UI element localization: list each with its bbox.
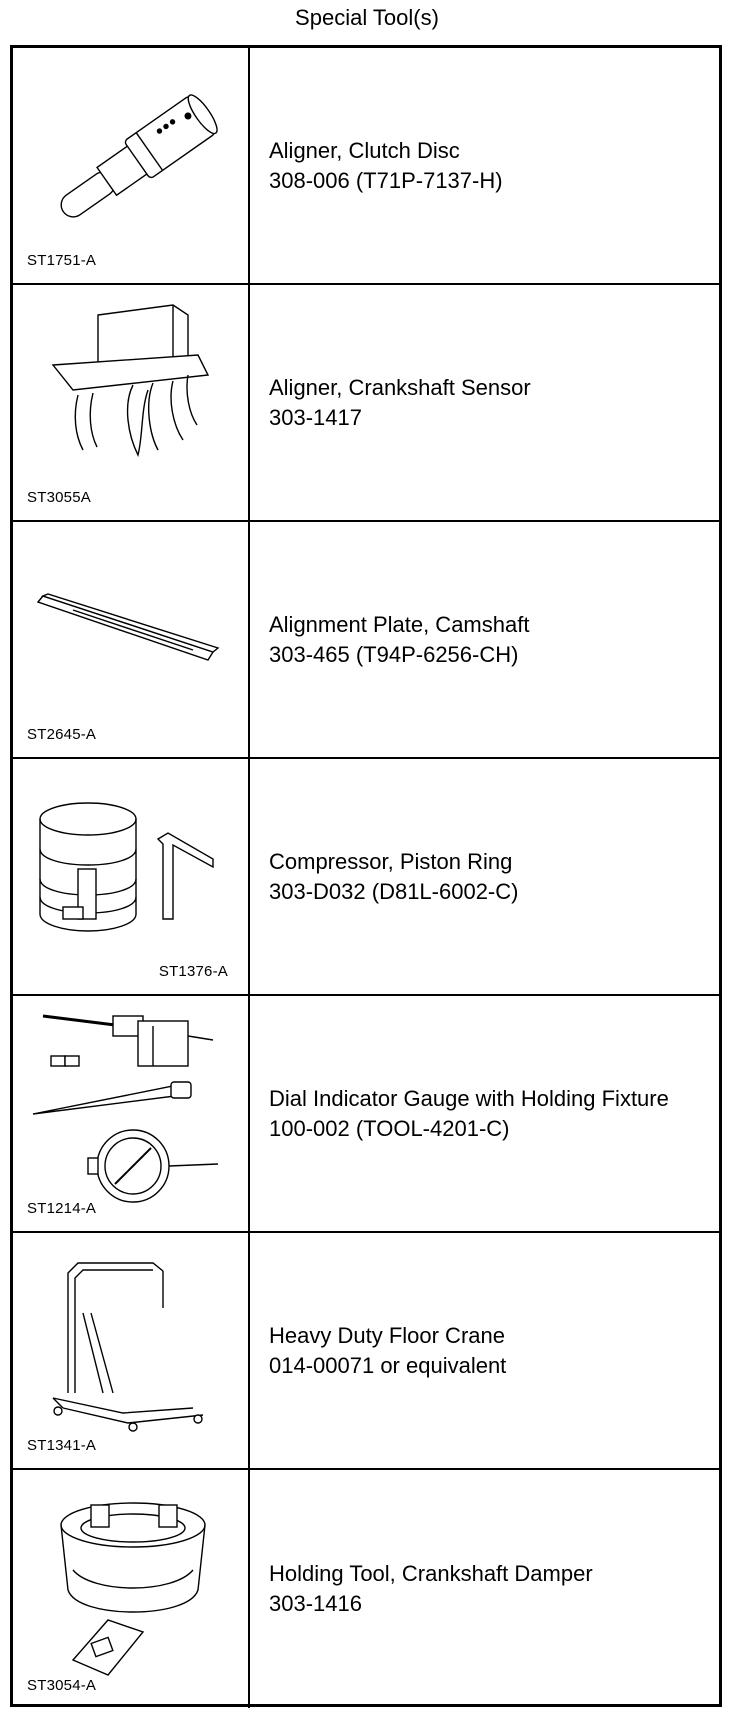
special-tools-table <box>10 45 722 1707</box>
tool-illustration-cell <box>13 759 250 994</box>
tool-number: 303-1416 <box>269 1591 362 1616</box>
tool-name: Compressor, Piston Ring <box>269 848 513 874</box>
tool-illustration-cell <box>13 48 250 283</box>
tool-name: Aligner, Clutch Disc <box>269 137 460 163</box>
tool-description <box>269 285 714 520</box>
tool-illustration-cell <box>13 522 250 757</box>
piston-ring-compressor-icon <box>13 759 248 994</box>
table-caption: Special Tool(s) <box>295 5 439 30</box>
tool-name: Aligner, Crankshaft Sensor <box>269 374 531 400</box>
tool-description <box>269 48 714 283</box>
tool-name: Holding Tool, Crankshaft Damper <box>269 1561 593 1586</box>
tool-code: ST1376-A <box>158 963 228 980</box>
dial-indicator-gauge-icon <box>13 996 248 1231</box>
tool-illustration-cell <box>13 1470 250 1708</box>
clutch-disc-aligner-icon <box>13 48 248 283</box>
table-row <box>13 1470 719 1708</box>
tool-code: ST1341-A <box>27 1437 97 1454</box>
tool-illustration-cell <box>13 996 250 1231</box>
table-row <box>13 759 719 996</box>
crankshaft-damper-holding-tool-icon <box>13 1470 248 1705</box>
tool-code: ST3055A <box>27 489 91 506</box>
tool-code: ST1214-A <box>27 1200 97 1217</box>
tool-code: ST1751-A <box>27 252 97 269</box>
table-row <box>13 48 719 285</box>
tool-description <box>269 1233 714 1468</box>
tool-number: 100-002 (TOOL-4201-C) <box>269 1115 510 1141</box>
tool-code: ST3054-A <box>27 1677 97 1694</box>
tool-number: 303-465 (T94P-6256-CH) <box>269 641 519 667</box>
tool-name: Alignment Plate, Camshaft <box>269 611 530 637</box>
tool-number: 014-00071 or equivalent <box>269 1352 507 1378</box>
table-row <box>13 285 719 522</box>
tool-description <box>269 759 714 994</box>
tool-number: 308-006 (T71P-7137-H) <box>269 167 503 193</box>
table-row <box>13 522 719 759</box>
table-row <box>13 1233 719 1470</box>
tool-description <box>269 1470 714 1708</box>
tool-illustration-cell <box>13 285 250 520</box>
tool-description <box>269 522 714 757</box>
tool-code: ST2645-A <box>27 726 97 743</box>
crankshaft-sensor-aligner-icon <box>13 285 248 520</box>
table-row <box>13 996 719 1233</box>
tool-name: Heavy Duty Floor Crane <box>269 1322 505 1348</box>
camshaft-alignment-plate-icon <box>13 522 248 757</box>
floor-crane-icon <box>13 1233 248 1468</box>
tool-name: Dial Indicator Gauge with Holding Fixture <box>269 1085 669 1111</box>
tool-number: 303-D032 (D81L-6002-C) <box>269 878 519 904</box>
tool-description <box>269 996 714 1231</box>
tool-illustration-cell <box>13 1233 250 1468</box>
tool-number: 303-1417 <box>269 404 362 430</box>
